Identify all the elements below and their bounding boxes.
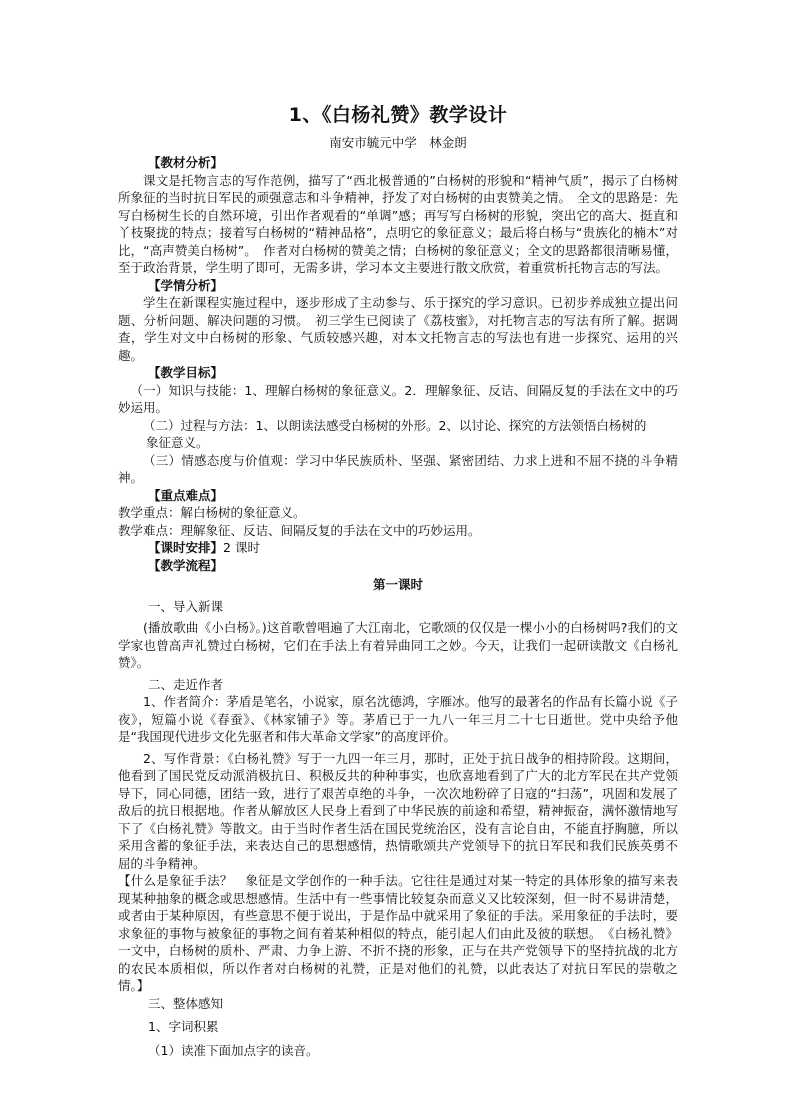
document-body [118,100,678,1059]
key-point-difficulty: 教学难点：理解象征、反诘、间隔反复的手法在文中的巧妙运用。 [118,522,481,538]
author-introduction: 1、作者简介：茅盾是笔名，小说家，原名沈德鸿，字雁冰。他写的最著名的作品有长篇小说《子夜》，短篇小说《春蚕》、《林家铺子》等。茅盾已于一九八一年三月二十七日逝世。党中央给予他是“我国现代进步文化先驱者和伟大革命文学家”的高度评价。 [118,694,678,744]
goal-knowledge-skills: （一）知识与技能：1、理解白杨树的象征意义。2．理解象征、反诘、间隔反复的手法在文中的巧妙运用。 [118,382,678,415]
vocabulary-heading: 1、字词积累 [148,1019,219,1034]
class-hours-label: 【课时安排】 [148,540,224,555]
lesson-one-heading: 第一课时 [372,577,423,592]
goal-process-method: （二）过程与方法：1、以朗读法感受白杨树的外形。2、以讨论、探究的方法领悟白杨树的 [143,417,647,433]
goal-emotion-values: （三）情感态度与价值观：学习中华民族质朴、坚强、紧密团结、力求上进和不屈不挠的斗争精神。 [118,452,678,485]
page-title: 1、《白杨礼赞》教学设计 [288,104,508,126]
heading-material-analysis: 【教材分析】 [148,155,224,170]
paragraph-material-analysis: 课文是托物言志的写作范例，描写了“西北极普通的”白杨树的形貌和“精神气质”，揭示了白杨树所象征的当时抗日军民的顽强意志和斗争精神，抒发了对白杨树的由衷赞美之情。 全文的思路是：先写白杨树生长的自然环境，引出作者观看的“单调”感；再写写白杨树的形貌，突出它的高大、挺直和丫枝聚拢的特点；接着写白杨树的“精神品格”，点明它的象征意义；最后将白杨与“贵族化的楠木”对比，“高声赞美白杨树”。 作者对白杨树的赞美之情；白杨树的象征意义；全文的思路都很清晰易懂，至于政治背景，学生明了即可，无需多讲，学习本文主要进行散文欣赏，着重赏析托物言志的写法。 [118,172,678,275]
section-overall-heading: 三、整体感知 [148,995,224,1011]
key-point-focus: 教学重点：解白杨树的象征意义。 [118,505,306,520]
heading-class-hours [148,539,678,557]
goal-process-method-cont: 象征意义。 [146,435,209,450]
heading-student-analysis: 【学情分析】 [148,277,224,293]
heading-teaching-flow: 【教学流程】 [148,557,224,573]
heading-key-points: 【重点难点】 [148,487,224,503]
author-line: 南安市毓元中学 林金朗 [329,135,467,150]
paragraph-student-analysis: 学生在新课程实施过程中，逐步形成了主动参与、乐于探究的学习意识。已初步养成独立提出问题、分析问题、解决问题的习惯。 初三学生已阅读了《荔枝蜜》，对托物言志的写法有所了解。据调查，学生对文中白杨树的形象、气质较感兴趣，对本文托物言志的写法也有进一步探究、运用的兴趣。 [118,295,678,363]
heading-teaching-goals: 【教学目标】 [148,365,224,380]
section-intro-paragraph: (播放歌曲《小白杨》。)这首歌曾唱遍了大江南北，它歌颂的仅仅是一棵小小的白杨树吗?我们的文学家也曾高声礼赞过白杨树，它们在手法上有着异曲同工之妙。今天，让我们一起研读散文《白杨礼赞》。 [118,620,678,670]
section-intro-heading: 一、导入新课 [148,598,224,614]
class-hours-value: 2 课时 [223,540,260,555]
section-author-heading: 二、走近作者 [148,676,224,692]
writing-background: 2、写作背景：《白杨礼赞》写于一九四一年三月，那时，正处于抗日战争的相持阶段。这期间，他看到了国民党反动派消极抗日、积极反共的种种事实，也欣喜地看到了广大的北方军民在共产党领导下，同心同德，团结一致，进行了艰苦卓绝的斗争，一次次地粉碎了日寇的“扫荡”，巩固和发展了敌后的抗日根据地。作者从解放区人民身上看到了中华民族的前途和希望，精神振奋，满怀激情地写下了《白杨礼赞》等散文。由于当时作者生活在国民党统治区，没有言论自由，不能直抒胸臆，所以采用含蓄的象征手法，来表达自己的思想感情，热情歌颂共产党领导下的抗日军民和我们民族英勇不屈的斗争精神。 [118,750,678,871]
symbolism-explanation: 【什么是象征手法？ 象征是文学创作的一种手法。它往往是通过对某一特定的具体形象的描写来表现某种抽象的概念或思想感情。生活中有一些事情比较复杂而意义又比较深刻，但一时不易讲清楚，或者由于某种原因，有些意思不便于说出，于是作品中就采用了象征的手法。采用象征的手法时，要求象征的事物与被象征的事物之间有着某种相似的特点，能引起人们由此及彼的联想。 《白杨礼赞》一文中，白杨树的质朴、严肃、力争上游、不折不挠的形象，正与在共产党领导下的坚持抗战的北方的农民本质相似，所以作者对白杨树的礼赞，正是对他们的礼赞，以此表达了对抗日军民的崇敬之情。】 [118,873,678,993]
pronunciation-task: （1）读准下面加点字的读音。 [148,1042,319,1058]
